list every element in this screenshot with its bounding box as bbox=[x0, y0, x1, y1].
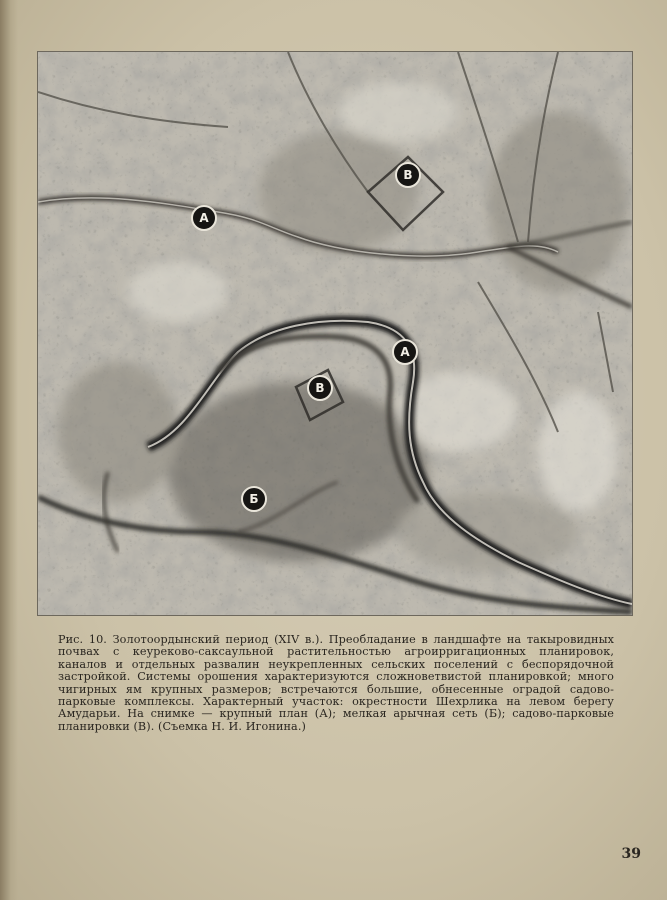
marker-v-upper: В bbox=[395, 162, 421, 188]
figure-caption: Рис. 10. Золотоордынский период (XIV в.). Преобладание в ландшафте на такыровидных почвах с кеуреково-саксаульной растительностью агроирригационных планировок, каналов и отдельных развалин неукрепленных сельских поселений с беспорядочной застройкой. Системы орошения характеризуются сложноветвистой планировкой; много чигирных ям крупных размеров; встречаются большие, обнесенные оградой садово-парковые комплексы. Характерный участок: окрестности Шехрлика на левом берегу Амударьи. На снимке — крупный план (А); мелкая арычная сеть (Б); садово-парковые планировки (В). (Съемка Н. И. Игонина.) bbox=[58, 633, 614, 733]
page-spine-shadow bbox=[0, 0, 18, 900]
aerial-photo-drawing bbox=[38, 52, 632, 615]
marker-a-upper: А bbox=[191, 205, 217, 231]
aerial-photograph bbox=[38, 52, 632, 615]
page-number: 39 bbox=[621, 846, 641, 862]
marker-b-lower: Б bbox=[241, 486, 267, 512]
marker-v-center: В bbox=[307, 375, 333, 401]
marker-a-right: А bbox=[392, 339, 418, 365]
